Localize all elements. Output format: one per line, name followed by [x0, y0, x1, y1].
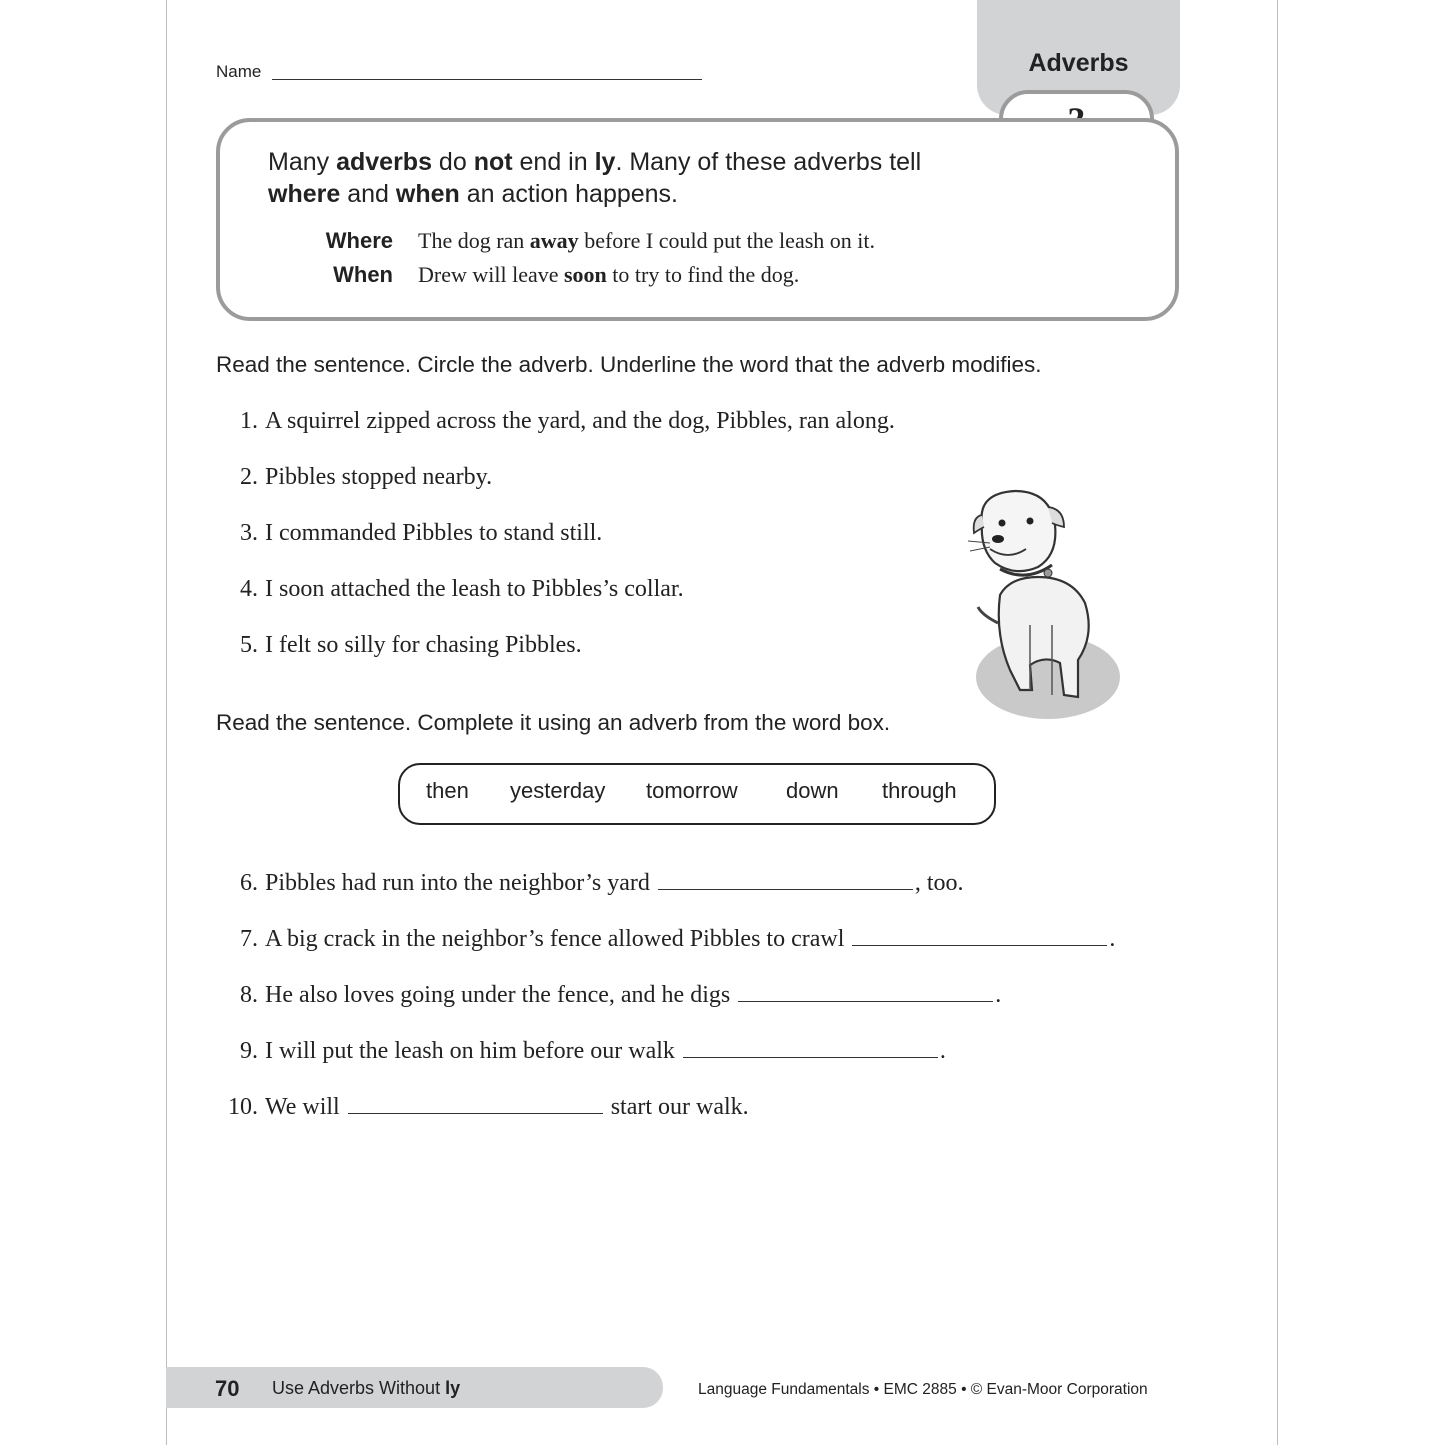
instruction-part1: Read the sentence. Circle the adverb. Underline the word that the adverb modifies.	[216, 352, 1042, 377]
item-number: 8.	[240, 982, 258, 1008]
name-line[interactable]	[272, 79, 702, 80]
instruction-part2: Read the sentence. Complete it using an adverb from the word box.	[216, 710, 891, 735]
footer-credit: Language Fundamentals • EMC 2885 • © Evan-Moor Corporation	[698, 1381, 1148, 1398]
page-number: 70	[215, 1376, 240, 1401]
word-box-item: yesterday	[510, 778, 606, 803]
example-label-when: When	[333, 262, 393, 287]
fill-in-item: I will put the leash on him before our walk .	[265, 1038, 946, 1064]
fill-in-item: Pibbles had run into the neighbor’s yard , too.	[265, 870, 964, 896]
word-box-item: through	[882, 778, 957, 803]
sentence-item: Pibbles stopped nearby.	[265, 464, 493, 490]
word-box-item: tomorrow	[646, 778, 738, 803]
example-sentence-when: Drew will leave soon to try to find the dog.	[418, 262, 800, 287]
example-label-where: Where	[325, 228, 393, 253]
sentence-item: I soon attached the leash to Pibbles’s collar.	[265, 576, 684, 602]
fill-in-item: He also loves going under the fence, and he digs .	[265, 982, 1002, 1008]
answer-blank[interactable]	[683, 1056, 938, 1058]
answer-blank[interactable]	[348, 1112, 603, 1114]
item-number: 9.	[240, 1038, 258, 1064]
example-sentence-where: The dog ran away before I could put the leash on it.	[418, 228, 875, 253]
item-number: 5.	[240, 632, 258, 658]
sentence-item: I commanded Pibbles to stand still.	[265, 520, 603, 546]
rule-text: Many adverbs do not end in ly. Many of these adverbs tell where and when an action happens.	[268, 148, 922, 208]
sentence-item: A squirrel zipped across the yard, and the dog, Pibbles, ran along.	[265, 408, 895, 434]
item-number: 10.	[228, 1094, 258, 1120]
word-box-item: then	[426, 778, 469, 803]
fill-in-item: A big crack in the neighbor’s fence allowed Pibbles to crawl .	[265, 926, 1116, 952]
answer-blank[interactable]	[658, 888, 913, 890]
answer-blank[interactable]	[738, 1000, 993, 1002]
sentence-item: I felt so silly for chasing Pibbles.	[265, 632, 582, 658]
item-number: 3.	[240, 520, 258, 546]
item-number: 7.	[240, 926, 258, 952]
name-label: Name	[216, 62, 262, 81]
fill-in-item: We will start our walk.	[265, 1094, 749, 1120]
item-number: 6.	[240, 870, 258, 896]
answer-blank[interactable]	[852, 944, 1107, 946]
item-number: 1.	[240, 408, 258, 434]
item-number: 4.	[240, 576, 258, 602]
item-number: 2.	[240, 464, 258, 490]
dog-illustration	[960, 485, 1130, 725]
footer-title: Use Adverbs Without ly	[272, 1378, 461, 1398]
word-box-item: down	[786, 778, 839, 803]
topic-title: Adverbs	[1028, 49, 1129, 77]
